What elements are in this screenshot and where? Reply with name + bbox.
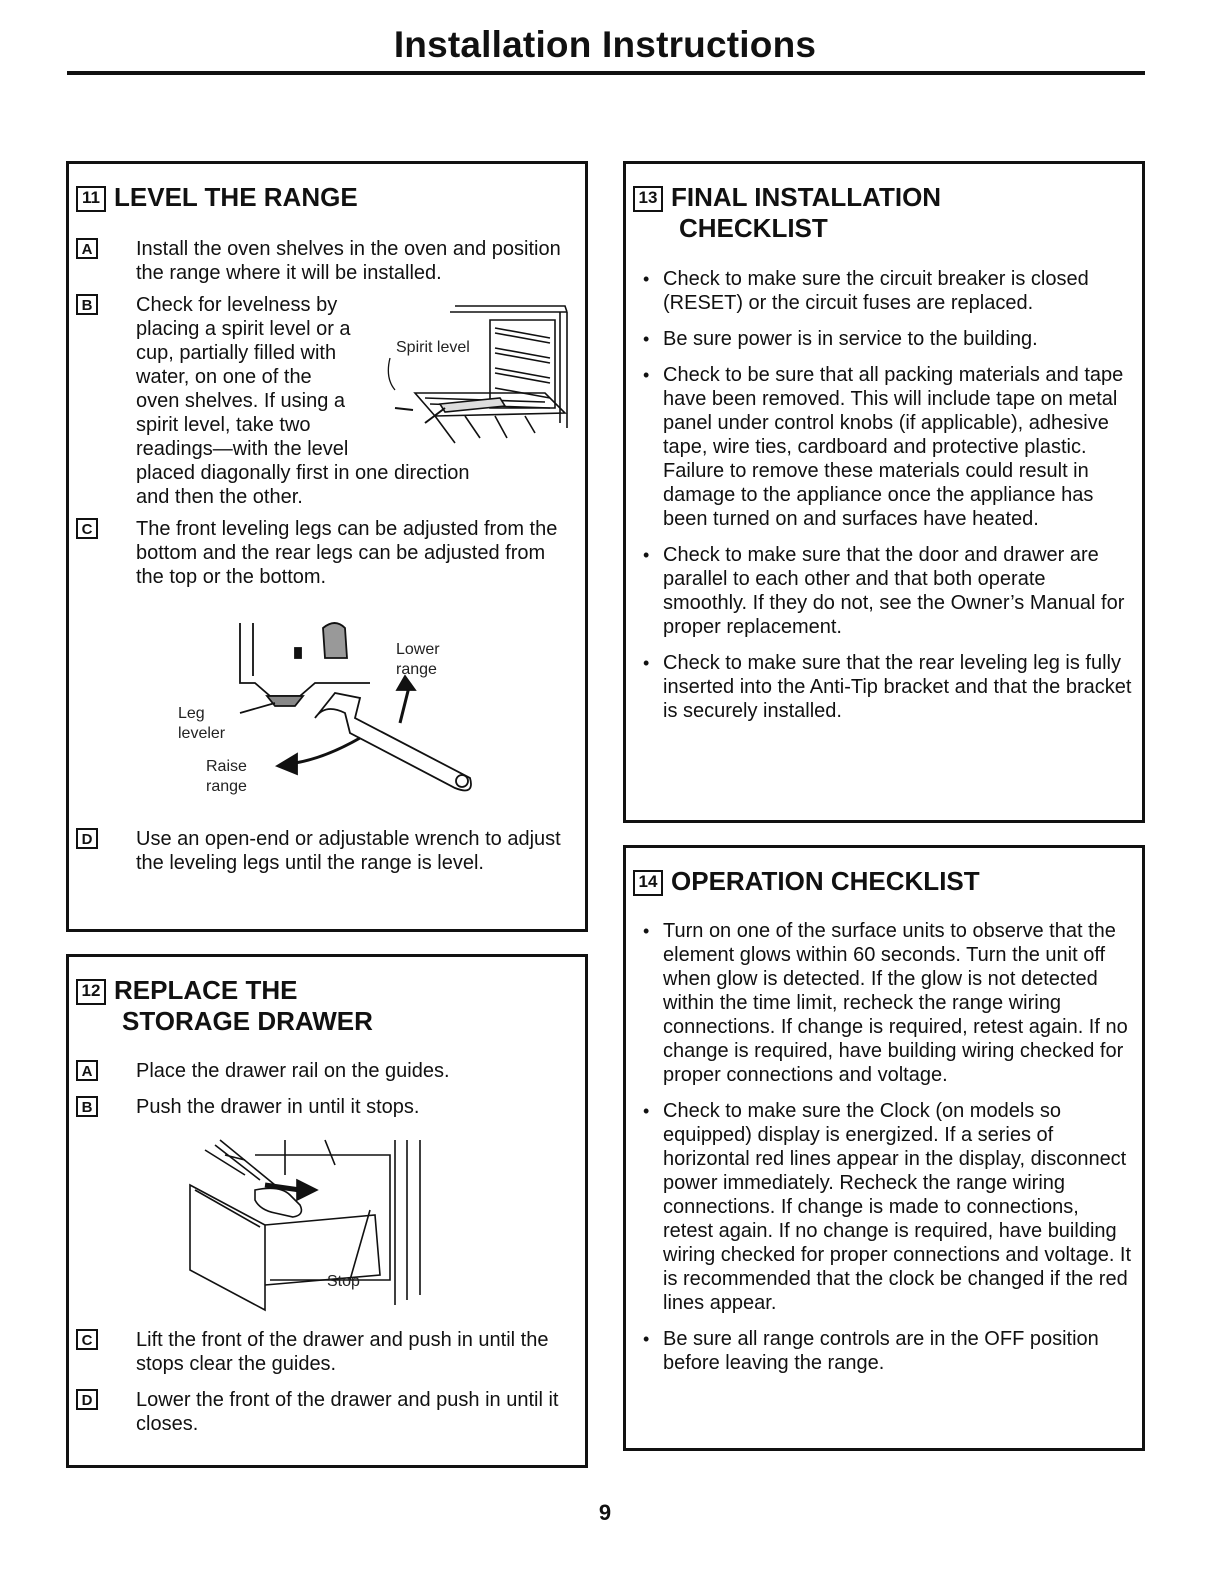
replace-drawer-heading [76, 975, 373, 1037]
checklist-item: • Check to make sure that the rear leveling leg is fully inserted into the Anti-Tip bracket and that the bracket is securely installed. [641, 651, 1133, 723]
section-number: 14 [633, 870, 663, 896]
step-letter: C [76, 1329, 98, 1350]
step-text-line: Check for levelness by [136, 294, 338, 316]
stop-label: Stop [327, 1273, 360, 1290]
step-text: Place the drawer rail on the guides. [136, 1060, 450, 1082]
step-text-line: spirit level, take two [136, 414, 311, 436]
section-title-line1: FINAL INSTALLATION [671, 182, 942, 212]
level-range-heading [76, 182, 358, 213]
raise-range-label: Raise range [206, 758, 247, 795]
step-text: Lower the front of the drawer and push in until it closes. [136, 1389, 559, 1435]
step-text-line: cup, partially filled with [136, 342, 337, 364]
section-title-line1: REPLACE THE [114, 975, 298, 1005]
step-letter: C [76, 518, 98, 539]
step-letter: B [76, 1096, 98, 1117]
step-letter: D [76, 828, 98, 849]
step-text: Lift the front of the drawer and push in until the stops clear the guides. [136, 1329, 549, 1375]
checklist-item: • Be sure all range controls are in the OFF position before leaving the range. [641, 1327, 1133, 1375]
step-text: Use an open-end or adjustable wrench to adjust the leveling legs until the range is level. [136, 828, 561, 874]
checklist-item: • Turn on one of the surface units to observe that the element glows within 60 seconds. Turn the unit off when glow is detected. If the glow is not detected within the time limit, recheck the range wiring connections. If change is required, retest again. If no change is required, have building wiring checked for proper connections and voltage. [641, 919, 1133, 1087]
step-letter: A [76, 238, 98, 259]
step-b [76, 1095, 576, 1119]
checklist-item: • Check to make sure the Clock (on models so equipped) display is energized. If a series of horizontal red lines appear in the display, disconnect power immediately. Recheck the range wiring connections. If change is made to connections, retest again. If no change is required, have building wiring checked for proper connections and voltage. It is recommended that the clock be changed if the red lines appear. [641, 1099, 1133, 1315]
step-text-line: placed diagonally first in one direction [136, 462, 470, 484]
spirit-level-label: Spirit level [396, 339, 470, 356]
step-a [76, 1059, 576, 1083]
step-text: Push the drawer in until it stops. [136, 1096, 420, 1118]
checklist-item: • Check to make sure the circuit breaker is closed (RESET) or the circuit fuses are replaced. [641, 267, 1133, 315]
section-number: 11 [76, 186, 106, 212]
step-text-line: water, on one of the [136, 366, 312, 388]
leg-leveler-label: Leg leveler [178, 705, 226, 742]
checklist-item: • Be sure power is in service to the building. [641, 327, 1133, 351]
step-c [76, 517, 576, 589]
step-text-line: oven shelves. If using a [136, 390, 346, 412]
step-letter: D [76, 1389, 98, 1410]
section-title: LEVEL THE RANGE [114, 182, 358, 212]
step-text: Install the oven shelves in the oven and position the range where it will be installed. [136, 238, 561, 284]
spirit-level-illustration [395, 298, 575, 458]
page-title: Installation Instructions [393, 24, 817, 65]
step-text-line: placing a spirit level or a [136, 318, 351, 340]
final-checklist-heading [633, 182, 941, 244]
section-title-line2: STORAGE DRAWER [122, 1006, 373, 1036]
page-number: 9 [598, 1500, 612, 1525]
checklist-item: • Check to make sure that the door and drawer are parallel to each other and that both operate smoothly. If they do not, see the Owner’s Manual for proper replacement. [641, 543, 1133, 639]
step-d [76, 827, 576, 875]
final-checklist-list [641, 267, 1133, 735]
section-title: OPERATION CHECKLIST [671, 866, 980, 896]
drawer-illustration [185, 1135, 445, 1315]
step-c [76, 1328, 576, 1376]
title-rule [67, 71, 1145, 75]
lower-range-label: Lower range [396, 641, 440, 678]
operation-checklist-heading [633, 866, 980, 897]
operation-checklist-list [641, 919, 1133, 1387]
section-title-line2: CHECKLIST [679, 213, 828, 243]
checklist-item: • Check to be sure that all packing materials and tape have been removed. This will include tape on metal panel under control knobs (if applicable), adhesive tape, wire ties, cardboard and protective plastic. Failure to remove these materials could result in damage to the appliance once the appliance has been turned on and surfaces have heated. [641, 363, 1133, 531]
section-number: 13 [633, 186, 663, 212]
step-text-line: readings—with the level [136, 438, 349, 460]
step-text: The front leveling legs can be adjusted from the bottom and the rear legs can be adjusted from the top or the bottom. [136, 518, 558, 588]
step-text-line: and then the other. [136, 486, 303, 508]
step-d [76, 1388, 576, 1436]
step-a [76, 237, 576, 285]
section-number: 12 [76, 979, 106, 1005]
step-letter: B [76, 294, 98, 315]
step-letter: A [76, 1060, 98, 1081]
